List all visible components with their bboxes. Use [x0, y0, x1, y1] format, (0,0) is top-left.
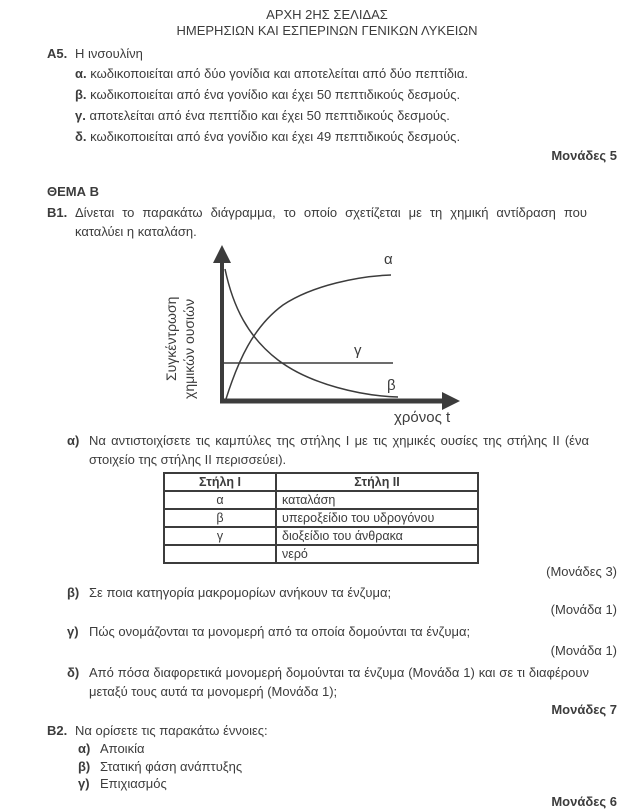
b1-question-b-text: Σε ποια κατηγορία μακρομορίων ανήκουν τα ένζυμα; — [89, 585, 392, 600]
question-b1-intro: Δίνεται το παρακάτω διάγραμμα, το οποίο σχετίζεται με τη χημική αντίδραση που καταλύει η καταλάση. — [75, 205, 587, 239]
option-g-text: αποτελείται από ένα πεπτίδιο και έχει 50 πεπτιδικούς δεσμούς. — [89, 108, 450, 123]
b1-question-d — [67, 663, 617, 701]
question-a5-number: Α5. — [47, 46, 68, 61]
b2-item-g-label: γ) — [78, 776, 90, 791]
option-d-text: κωδικοποιείται από ένα γονίδιο και έχει 49 πεπτιδικούς δεσμούς. — [90, 129, 461, 144]
b1-question-g-label: γ) — [67, 624, 79, 639]
table-cell: νερό — [276, 545, 478, 563]
b2-item-a — [78, 740, 617, 758]
option-a — [75, 63, 591, 84]
question-b2 — [47, 721, 617, 740]
option-b — [75, 84, 591, 105]
x-axis-arrow-icon — [442, 392, 460, 410]
table-row — [164, 545, 478, 563]
table-cell: διοξείδιο του άνθρακα — [276, 527, 478, 545]
table-cell: υπεροξείδιο του υδρογόνου — [276, 509, 478, 527]
theme-b-title: ΘΕΜΑ Β — [47, 184, 99, 199]
a5-marks: Μονάδες 5 — [551, 148, 617, 163]
b1-question-b-label: β) — [67, 585, 80, 600]
page-header — [47, 7, 607, 38]
x-axis-label: χρόνος t — [394, 409, 451, 426]
b2-item-b-label: β) — [78, 758, 91, 774]
b2-item-b — [78, 758, 617, 776]
b1-question-a — [67, 431, 617, 469]
question-b1 — [47, 203, 617, 241]
y-axis-arrow-icon — [213, 245, 231, 263]
concentration-time-chart — [148, 243, 468, 428]
question-a5-stem: Η ινσουλίνη — [75, 46, 143, 61]
b2-item-a-label: α) — [78, 741, 91, 756]
curve-alpha-label: α — [384, 251, 393, 268]
table-cell: β — [164, 509, 276, 527]
b1-question-b-marks: (Μονάδα 1) — [550, 602, 617, 617]
option-a-label: α. — [75, 66, 87, 81]
question-b2-number: Β2. — [47, 723, 68, 738]
b1-question-d-text: Από πόσα διαφορετικά μονομερή δομούνται τα ένζυμα (Μονάδα 1) και σε τι διαφέρουν μεταξύ τους αυτά τα μονομερή (Μονάδα 1); — [89, 665, 589, 699]
table-header-col1: Στήλη Ι — [164, 473, 276, 491]
b1-question-g-marks: (Μονάδα 1) — [550, 643, 617, 658]
option-g — [75, 105, 591, 126]
curve-beta-label: β — [387, 377, 396, 394]
option-d — [75, 126, 591, 147]
question-a5-options — [75, 63, 591, 147]
b1-question-a-text: Να αντιστοιχίσετε τις καμπύλες της στήλης Ι με τις χημικές ουσίες της στήλης ΙΙ (ένα στοιχείο της στήλης ΙΙ περισσεύει). — [89, 433, 589, 467]
b1-question-g — [67, 622, 617, 641]
matching-table — [163, 472, 479, 564]
option-d-label: δ. — [75, 129, 87, 144]
b1-question-b — [67, 583, 617, 602]
curve-beta — [225, 269, 398, 397]
table-cell: γ — [164, 527, 276, 545]
b1-question-a-marks: (Μονάδες 3) — [546, 564, 617, 579]
y-axis-label-line1: Συγκέντρωση — [163, 296, 179, 381]
b2-item-b-text: Στατική φάση ανάπτυξης — [100, 758, 243, 774]
curve-gamma-label: γ — [354, 342, 362, 359]
table-cell — [164, 545, 276, 563]
table-row — [164, 491, 478, 509]
table-cell: α — [164, 491, 276, 509]
b2-items — [78, 740, 617, 793]
b2-item-g-text: Επιχιασμός — [100, 776, 167, 791]
option-b-text: κωδικοποιείται από ένα γονίδιο και έχει 50 πεπτιδικούς δεσμούς. — [90, 87, 461, 102]
question-a5 — [47, 44, 617, 63]
y-axis-label-line2: χημικών ουσιών — [181, 298, 197, 399]
question-b2-intro: Να ορίσετε τις παρακάτω έννοιες: — [75, 723, 268, 738]
b2-item-g — [78, 775, 617, 793]
option-b-label: β. — [75, 87, 87, 102]
b1-total-marks: Μονάδες 7 — [551, 702, 617, 717]
b2-item-a-text: Αποικία — [100, 741, 145, 756]
page-header-line2: ΗΜΕΡΗΣΙΩΝ ΚΑΙ ΕΣΠΕΡΙΝΩΝ ΓΕΝΙΚΩΝ ΛΥΚΕΙΩΝ — [176, 22, 478, 38]
option-g-label: γ. — [75, 108, 86, 123]
b1-question-g-text: Πώς ονομάζονται τα μονομερή από τα οποία δομούνται τα ένζυμα; — [89, 624, 471, 639]
table-row — [164, 509, 478, 527]
table-header-col2: Στήλη ΙΙ — [276, 473, 478, 491]
reaction-diagram — [148, 243, 617, 428]
question-b1-number: Β1. — [47, 205, 68, 220]
table-row — [164, 527, 478, 545]
curve-alpha — [226, 275, 391, 399]
table-cell: καταλάση — [276, 491, 478, 509]
b1-question-d-label: δ) — [67, 665, 80, 680]
table-header-row — [164, 473, 478, 491]
b1-question-a-label: α) — [67, 433, 80, 448]
option-a-text: κωδικοποιείται από δύο γονίδια και αποτελείται από δύο πεπτίδια. — [90, 66, 468, 81]
page-header-line1: ΑΡΧΗ 2ΗΣ ΣΕΛΙΔΑΣ — [266, 7, 388, 22]
b2-marks: Μονάδες 6 — [551, 793, 617, 809]
